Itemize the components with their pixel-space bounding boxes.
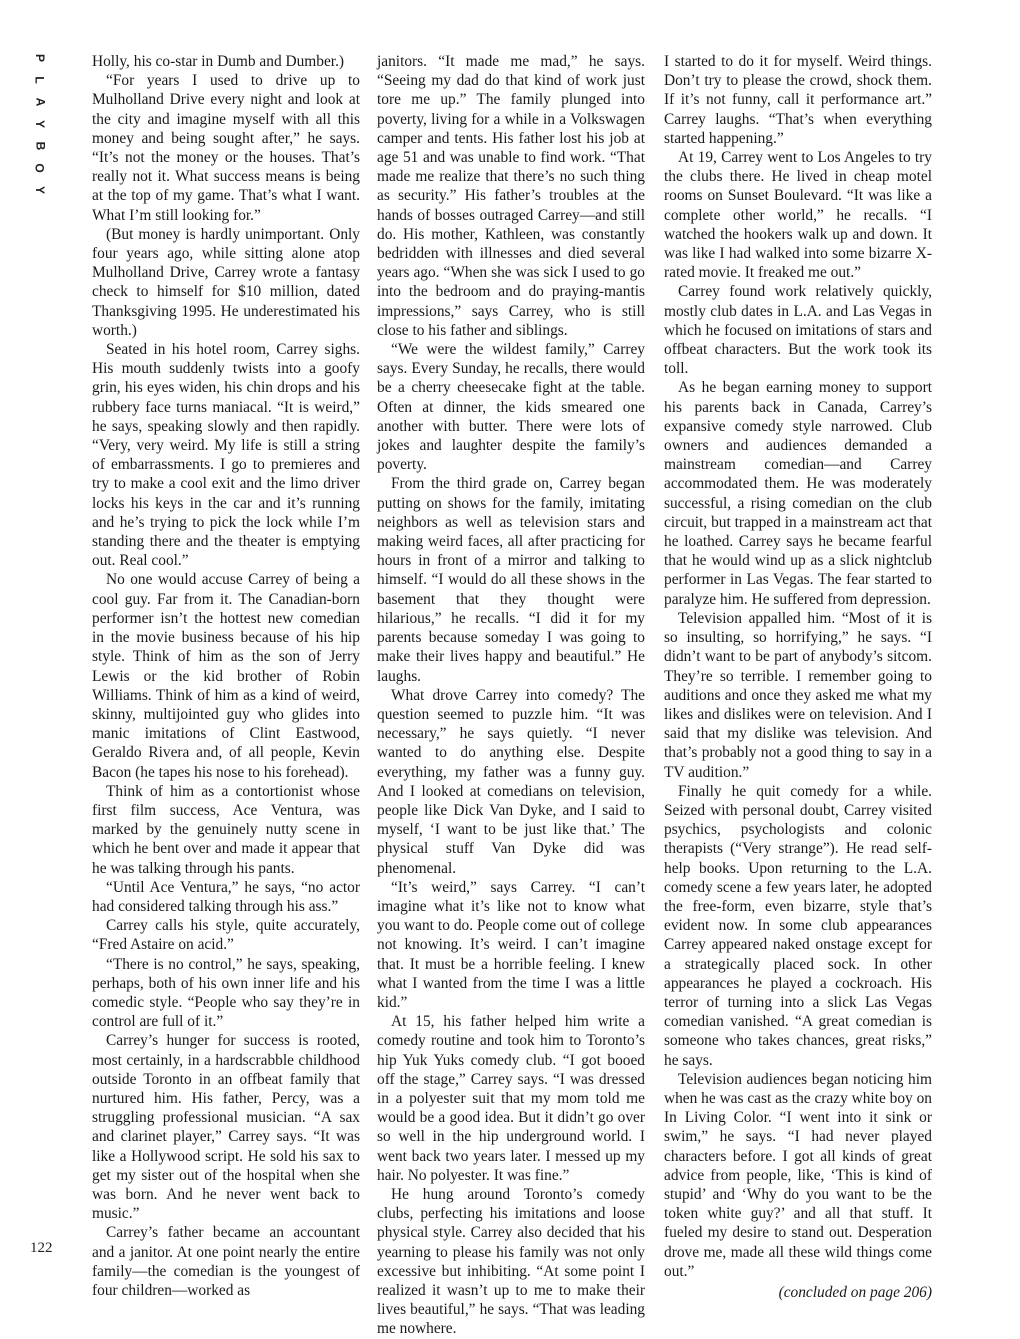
paragraph: No one would accuse Carrey of being a cool guy. Far from it. The Canadian-born performer isn’t the hottest new comedian in the movie business because of his hip style. Think of him as the son of Jerry Lewis or the kid brother of Robin Williams. Think of him as a kind of weird, skinny, multijointed guy who glides into manic imitations of Clint Eastwood, Geraldo Rivera and, of all people, Kevin Bacon (he tapes his nose to his forehead). [92, 571, 360, 781]
paragraph: From the third grade on, Carrey began putting on shows for the family, imitating neighbors as well as television stars and making weird faces, all after practicing for hours in front of a mirror and talking to himself. “I would do all these shows in the basement that they thought were hilarious,” he recalls. “I did it for my parents because someday I was going to make their lives happy and beautiful.” He laughs. [377, 475, 645, 685]
continuation-note: (concluded on page 206) [778, 1284, 932, 1301]
paragraph: Carrey found work relatively quickly, mostly club dates in L.A. and Las Vegas in which he focused on imitations of stars and offbeat characters. But the work took its toll. [664, 283, 932, 378]
paragraph: At 15, his father helped him write a comedy routine and took him to Toronto’s hip Yuk Yuks comedy club. “I got booed off the stage,” Carrey says. “I was dressed in a polyester suit that my mom told me would be a good idea. But it didn’t go over so well in the hip underground world. I went back two years later. I messed up my hair. No polyester. It was fine.” [377, 1013, 645, 1184]
sidebar-letter: O [33, 163, 47, 173]
paragraph: “We were the wildest family,” Carrey says. Every Sunday, he recalls, there would be a cherry cheesecake fight at the table. Often at dinner, the kids smeared one another with butter. There were lots of jokes and laughter despite the family’s poverty. [377, 341, 645, 474]
page-number: 122 [30, 1240, 53, 1256]
paragraph: Television audiences began noticing him when he was cast as the crazy white boy on In Living Color. “I went into it sink or swim,” he says. “I had never played characters before. I got all kinds of great advice from people, like, ‘This is kind of stupid’ and ‘Why do you want to be the token white guy?’ and all that stuff. It fueled my desire to stand out. Desperation drove me, made all these wild things come out.” [664, 1070, 932, 1280]
paragraph: janitors. “It made me mad,” he says. “Seeing my dad do that kind of work just tore me up.” The family plunged into poverty, living for a while in a Volkswagen camper and tents. His father lost his job at age 51 and was unable to find work. “That made me realize that there’s no such thing as security.” His father’s troubles at the hands of bosses outraged Carrey—and still do. His mother, Kathleen, was constantly bedridden with illnesses and died several years ago. “When she was sick I used to go into the bedroom and do praying-mantis impressions,” says Carrey, who is still close to his father and siblings. [377, 53, 645, 339]
paragraph: At 19, Carrey went to Los Angeles to try the clubs there. He lived in cheap motel rooms on Sunset Boulevard. “It was like a complete other world,” he recalls. “I watched the hookers walk up and down. It was like I had walked into some bizarre X-rated movie. It freaked me out.” [664, 149, 932, 282]
paragraph: “For years I used to drive up to Mulholland Drive every night and look at the city and imagine myself with all this money and being sought after,” he says. “It’s not the money or the houses. That’s really not it. What success means is being at the top of my game. That’s what I want. What I’m still looking for.” [92, 72, 360, 224]
paragraph: He hung around Toronto’s comedy clubs, perfecting his imitations and loose physical style. Carrey also decided that his yearning to please his family was not only excessive but inhibiting. “At some point I realized it wasn’t up to me to make their lives beautiful,” he says. “That was leading me nowhere. [377, 1185, 645, 1338]
paragraph: Think of him as a contortionist whose first film success, Ace Ventura, was marked by the genuinely nutty scene in which he bent over and made it appear that he was talking through his pants. [92, 782, 360, 877]
paragraph: I started to do it for myself. Weird things. Don’t try to please the crowd, shock them. If it’s not funny, call it performance art.” Carrey laughs. “That’s when everything started happening.” [664, 53, 932, 147]
paragraph: What drove Carrey into comedy? The question seemed to puzzle him. “It was necessary,” he says quietly. “I never wanted to do anything else. Despite everything, my father was a funny guy. And I looked at comedians on television, people like Dick Van Dyke, and I said to myself, ‘I want to be just like that.’ The physical stuff Van Dyke did was phenomenal. [377, 686, 645, 877]
article-column-1 [92, 52, 360, 1300]
paragraph: Carrey calls his style, quite accurately, “Fred Astaire on acid.” [92, 917, 360, 954]
paragraph: “Until Ace Ventura,” he says, “no actor had considered talking through his ass.” [92, 878, 360, 915]
paragraph: Seated in his hotel room, Carrey sighs. His mouth suddenly twists into a goofy grin, his eyes widen, his chin drops and his rubbery face turns maniacal. “It is weird,” he says, speaking slowly and then rapidly. “Very, very weird. My life is still a string of embarrassments. I go to premieres and try to make a cool exit and the limo driver locks his keys in the car and it’s running and he’s trying to pick the lock while I’m standing there and the theater is emptying out. Real cool.” [92, 341, 360, 570]
paragraph: Carrey’s father became an accountant and a janitor. At one point nearly the entire family—the comedian is the youngest of four children—worked as [92, 1224, 360, 1299]
paragraph: Holly, his co-star in Dumb and Dumber.) [92, 53, 345, 70]
sidebar-letter: B [32, 141, 47, 151]
article-column-3 [664, 52, 932, 1302]
paragraph: As he began earning money to support his parents back in Canada, Carrey’s expansive comedy style narrowed. Club owners and audiences demanded a mainstream comedian—and Carrey accommodated them. He was moderately successful, a rising comedian on the club circuit, but trapped in a mainstream act that he loathed. Carrey says he became fearful that he would wind up as a slick nightclub performer in Las Vegas. The fear started to paralyze him. He suffered from depression. [664, 379, 932, 608]
sidebar-letter: Y [32, 119, 47, 129]
paragraph: “It’s weird,” says Carrey. “I can’t imagine what it’s like not to know what you want to do. People come out of college not knowing. It’s weird. I can’t imagine that. It must be a horrible feeling. I knew what I wanted from the time I was a little kid.” [377, 878, 645, 1011]
paragraph: Television appalled him. “Most of it is so insulting, so horrifying,” he says. “I didn’t want to be part of anybody’s sitcom. They’re so terrible. I remember going to auditions and once they asked me what my likes and dislikes were on television. And I said that my dislike was television. And that’s probably not a good thing to say in a TV audition.” [664, 609, 932, 781]
sidebar-letter: P [32, 53, 47, 63]
paragraph: “There is no control,” he says, speaking, perhaps, both of his own inner life and his comedic style. “People who say they’re in control are full of it.” [92, 955, 360, 1031]
sidebar-letter: Y [32, 185, 47, 195]
paragraph: Finally he quit comedy for a while. Seized with personal doubt, Carrey visited psychics, psychologists and colonic therapists (“Very strange”). He read self-help books. Upon returning to the L.A. comedy scene a few years later, he adopted the free-form, even bizarre, style that’s evident now. In some club appearances Carrey appeared naked onstage except for a strategically placed sock. In other appearances he played a cockroach. His terror of turning into a slick Las Vegas comedian vanished. “A great comedian is someone who takes chances, great risks,” he says. [664, 782, 932, 1069]
paragraph: Carrey’s hunger for success is rooted, most certainly, in a hardscrabble childhood outside Toronto in an offbeat family that nurtured him. His father, Percy, was a struggling professional musician. “A sax and clarinet player,” Carrey says. “It was like a Hollywood script. He sold his sax to get my sister out of the hospital when she was born. And he never went back to music.” [92, 1032, 360, 1223]
sidebar-letter: L [33, 76, 47, 84]
sidebar-letter: A [32, 97, 47, 107]
article-column-2 [377, 52, 645, 1339]
paragraph: (But money is hardly unimportant. Only four years ago, while sitting alone atop Mulholland Drive, Carrey wrote a fantasy check to himself for $10 million, dated Thanksgiving 1995. He underestimated his worth.) [92, 225, 360, 339]
magazine-sidebar-label [30, 52, 50, 196]
